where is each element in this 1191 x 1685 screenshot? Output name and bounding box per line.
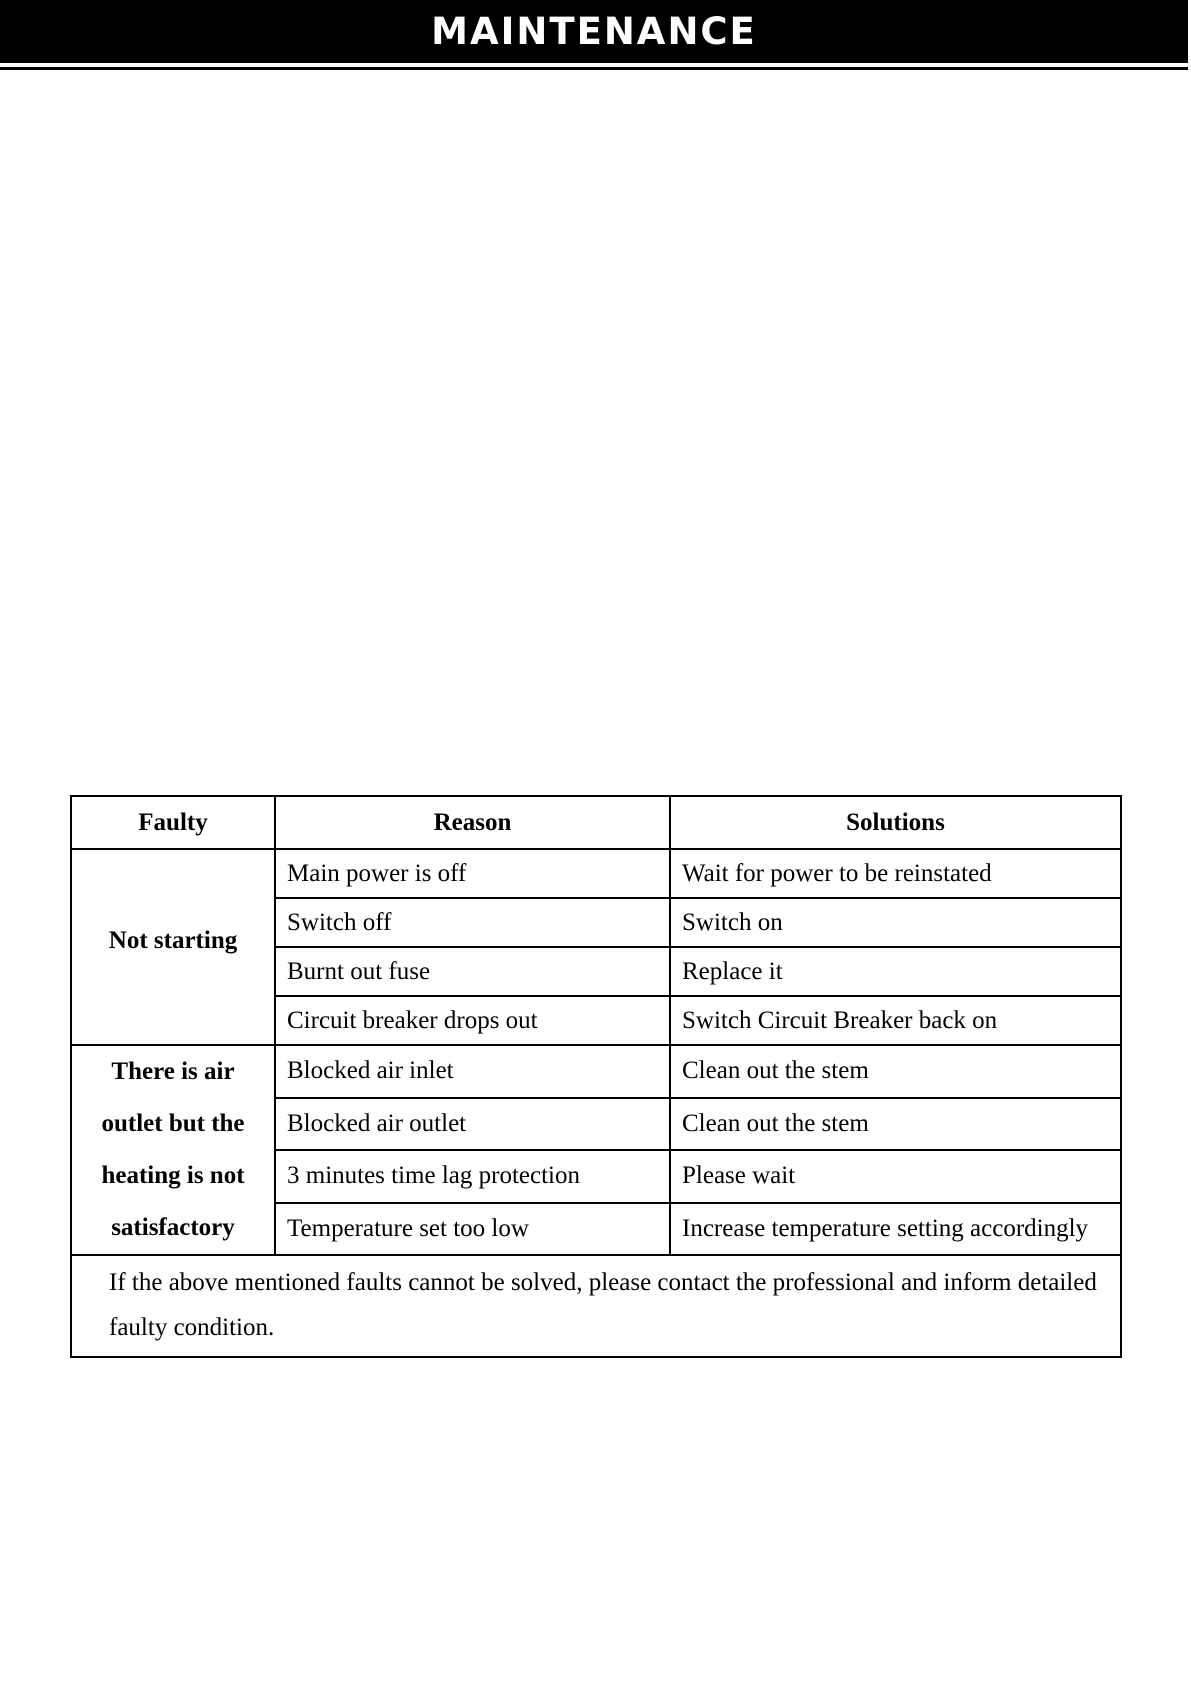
troubleshooting-table: [70, 795, 1122, 1358]
table-header-row: [71, 796, 1121, 849]
table-note-row: [71, 1255, 1121, 1357]
fault-line: outlet but the: [101, 1110, 245, 1137]
column-header-faulty: Faulty: [71, 796, 275, 849]
solution-cell: Switch Circuit Breaker back on: [670, 996, 1121, 1045]
column-header-reason: Reason: [275, 796, 670, 849]
solution-cell: Wait for power to be reinstated: [670, 849, 1121, 898]
solution-cell: Replace it: [670, 947, 1121, 996]
table-note: If the above mentioned faults cannot be solved, please contact the professional and inform detailed faulty condition.: [71, 1255, 1121, 1357]
page-title: MAINTENANCE: [431, 10, 757, 53]
reason-cell: Temperature set too low: [275, 1203, 670, 1256]
fault-line: heating is not: [101, 1162, 245, 1189]
header-rule: [0, 67, 1188, 70]
table-row: [71, 849, 1121, 898]
fault-not-starting: Not starting: [71, 849, 275, 1045]
solution-cell: Switch on: [670, 898, 1121, 947]
solution-cell: Increase temperature setting accordingly: [670, 1203, 1121, 1256]
reason-cell: 3 minutes time lag protection: [275, 1150, 670, 1203]
reason-cell: Burnt out fuse: [275, 947, 670, 996]
column-header-solutions: Solutions: [670, 796, 1121, 849]
solution-cell: Clean out the stem: [670, 1045, 1121, 1098]
reason-cell: Circuit breaker drops out: [275, 996, 670, 1045]
reason-cell: Switch off: [275, 898, 670, 947]
solution-cell: Please wait: [670, 1150, 1121, 1203]
reason-cell: Blocked air inlet: [275, 1045, 670, 1098]
fault-line: satisfactory: [111, 1214, 235, 1241]
solution-cell: Clean out the stem: [670, 1098, 1121, 1151]
reason-cell: Main power is off: [275, 849, 670, 898]
header-bar: [0, 0, 1188, 63]
fault-heating-not-satisfactory: [71, 1045, 275, 1255]
reason-cell: Blocked air outlet: [275, 1098, 670, 1151]
table-row: [71, 1045, 1121, 1098]
fault-line: There is air: [111, 1058, 235, 1085]
